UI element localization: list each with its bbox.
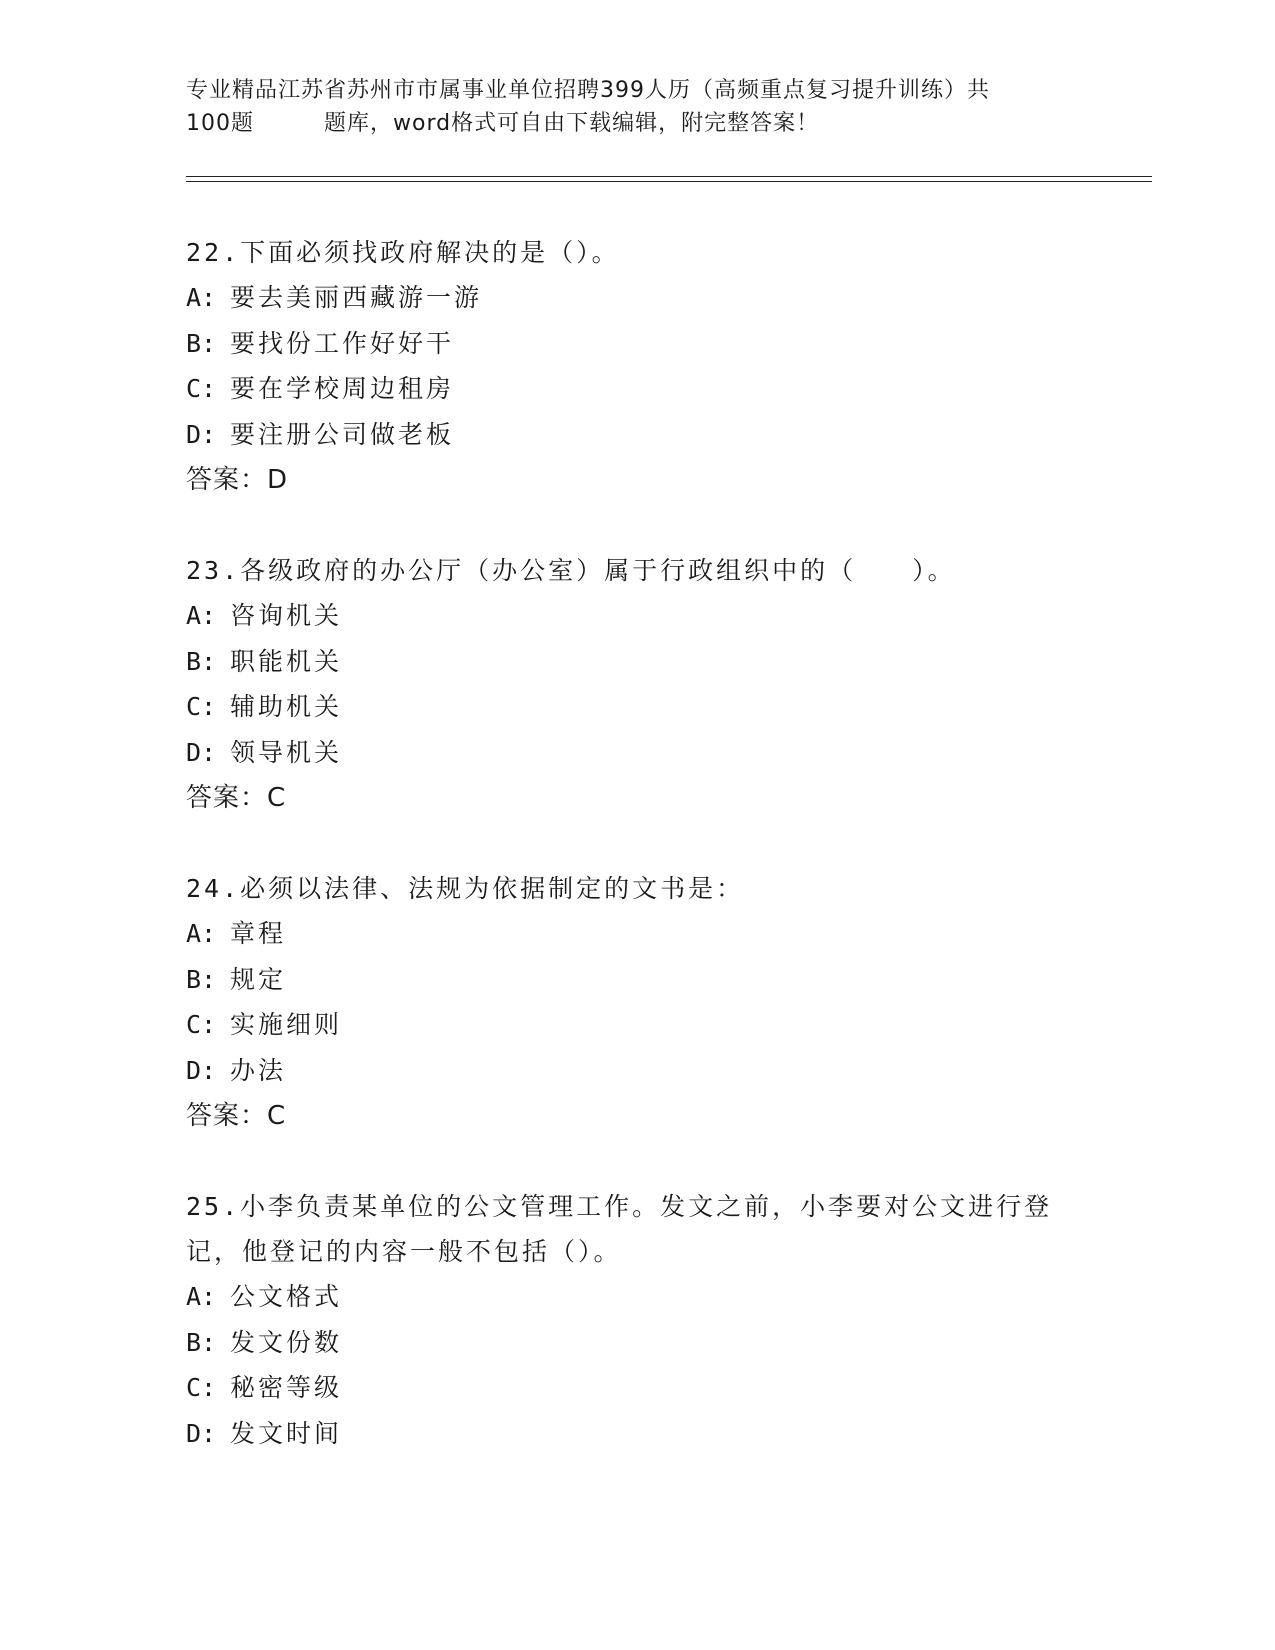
option-letter: B: xyxy=(186,1327,217,1357)
header-title-line2 xyxy=(186,107,1086,140)
option-text: 章程 xyxy=(230,919,287,948)
answer: 答案：D xyxy=(186,465,289,495)
option-letter: C: xyxy=(186,1010,217,1039)
question-24 xyxy=(186,866,1086,1139)
option-text: 领导机关 xyxy=(230,737,343,767)
question-stem: 22.下面必须找政府解决的是（）。 xyxy=(186,238,620,267)
option-text: 要去美丽西藏游一游 xyxy=(230,283,483,312)
header-count: 100题 xyxy=(186,111,254,136)
option-a xyxy=(186,1274,1086,1320)
option-a xyxy=(186,593,1086,639)
option-b xyxy=(186,639,1086,685)
option-d xyxy=(186,730,1086,776)
option-text: 要在学校周边租房 xyxy=(230,374,455,403)
option-letter: C: xyxy=(186,1373,217,1402)
option-letter: D: xyxy=(186,1418,217,1448)
option-c xyxy=(186,684,1086,730)
option-c xyxy=(186,366,1086,412)
question-stem: 23.各级政府的办公厅（办公室）属于行政组织中的（ ）。 xyxy=(186,556,956,585)
option-b xyxy=(186,321,1086,367)
answer: 答案：C xyxy=(186,1101,287,1131)
option-text: 要注册公司做老板 xyxy=(230,419,455,449)
question-stem: 24.必须以法律、法规为依据制定的文书是： xyxy=(186,874,745,903)
header-title-line1: 专业精品江苏省苏州市市属事业单位招聘399人历（高频重点复习提升训练）共 xyxy=(186,78,990,103)
option-text: 秘密等级 xyxy=(230,1373,343,1402)
option-c xyxy=(186,1365,1086,1411)
option-d xyxy=(186,1411,1086,1457)
question-23 xyxy=(186,548,1086,821)
option-letter: D: xyxy=(186,737,217,767)
header-divider-bottom xyxy=(186,181,1152,182)
option-text: 咨询机关 xyxy=(230,601,343,630)
option-text: 公文格式 xyxy=(230,1282,343,1311)
option-letter: A: xyxy=(186,601,217,630)
option-text: 实施细则 xyxy=(230,1010,343,1039)
option-d xyxy=(186,412,1086,458)
option-letter: C: xyxy=(186,692,217,721)
document-header xyxy=(186,74,1086,140)
option-a xyxy=(186,911,1086,957)
option-text: 规定 xyxy=(230,964,287,994)
option-letter: A: xyxy=(186,283,217,312)
option-text: 要找份工作好好干 xyxy=(230,328,455,358)
option-text: 发文份数 xyxy=(230,1327,343,1357)
option-text: 发文时间 xyxy=(230,1418,343,1448)
question-stem-line1: 25.小李负责某单位的公文管理工作。发文之前，小李要对公文进行登 xyxy=(186,1192,1053,1221)
question-25 xyxy=(186,1184,1086,1456)
option-a xyxy=(186,275,1086,321)
option-text: 辅助机关 xyxy=(230,692,343,721)
header-divider-top xyxy=(186,176,1152,177)
question-22 xyxy=(186,230,1086,503)
option-letter: C: xyxy=(186,374,217,403)
option-letter: D: xyxy=(186,1055,217,1085)
option-letter: D: xyxy=(186,419,217,449)
option-letter: B: xyxy=(186,964,217,994)
option-d xyxy=(186,1048,1086,1094)
option-letter: A: xyxy=(186,1282,217,1311)
option-letter: B: xyxy=(186,328,217,358)
option-letter: B: xyxy=(186,646,217,676)
option-b xyxy=(186,1320,1086,1366)
question-stem-line2: 记，他登记的内容一般不包括（）。 xyxy=(186,1237,622,1266)
option-c xyxy=(186,1002,1086,1048)
header-description: 题库，word格式可自由下载编辑，附完整答案！ xyxy=(324,111,820,136)
answer: 答案：C xyxy=(186,783,287,813)
option-text: 办法 xyxy=(230,1055,287,1085)
option-text: 职能机关 xyxy=(230,646,343,676)
option-letter: A: xyxy=(186,919,217,948)
option-b xyxy=(186,957,1086,1003)
